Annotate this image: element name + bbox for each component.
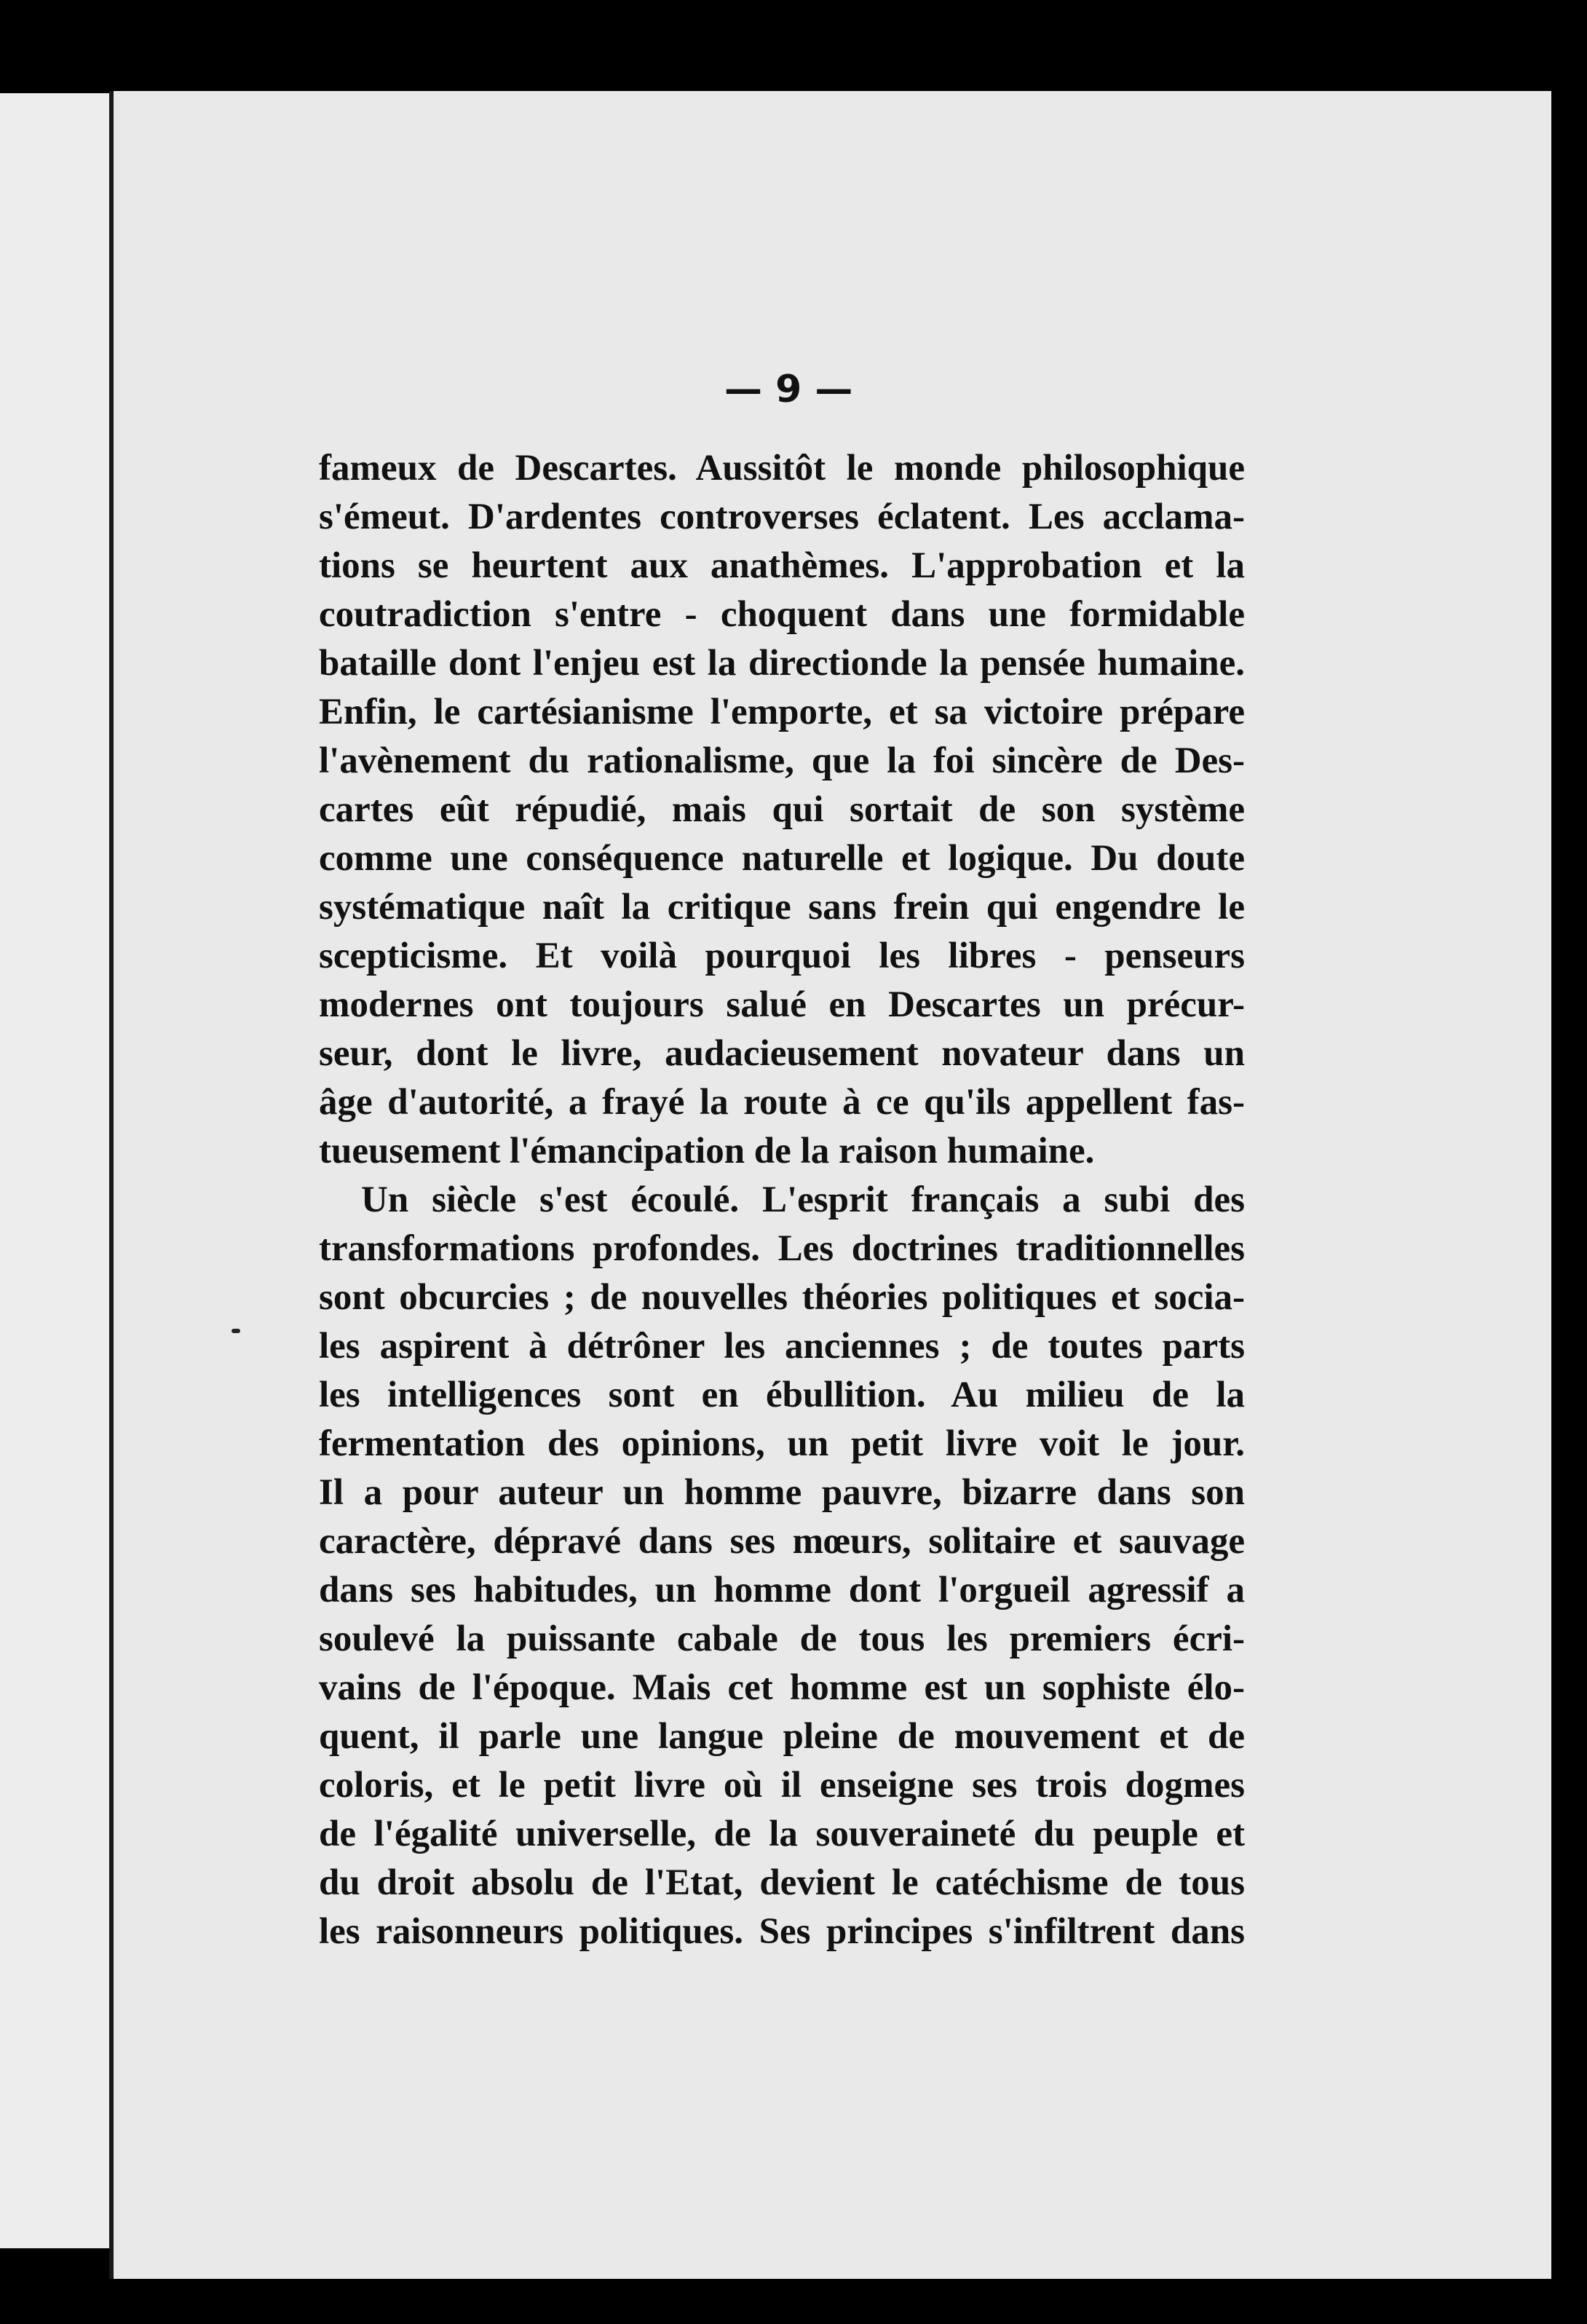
- text-line: seur, dont le livre, audacieusement novateur dans un: [319, 1033, 1245, 1074]
- text-line: l'avènement du rationalisme, que la foi sincère de Des-: [319, 740, 1245, 781]
- text-line: tions se heurtent aux anathèmes. L'approbation et la: [319, 545, 1245, 586]
- text-line: Enfin, le cartésianisme l'emporte, et sa victoire prépare: [319, 692, 1245, 732]
- text-line: quent, il parle une langue pleine de mouvement et de: [319, 1716, 1245, 1757]
- text-line: les raisonneurs politiques. Ses principes s'infiltrent dans: [319, 1911, 1245, 1952]
- text-line: scepticisme. Et voilà pourquoi les libres - penseurs: [319, 936, 1245, 976]
- text-line: s'émeut. D'ardentes controverses éclatent. Les acclama-: [319, 497, 1245, 537]
- text-line: caractère, dépravé dans ses mœurs, solitaire et sauvage: [319, 1521, 1245, 1562]
- text-line: Il a pour auteur un homme pauvre, bizarre dans son: [319, 1472, 1245, 1513]
- text-line: les intelligences sont en ébullition. Au milieu de la: [319, 1375, 1245, 1415]
- text-line: coutradiction s'entre - choquent dans une formidable: [319, 594, 1245, 635]
- text-line: soulevé la puissante cabale de tous les premiers écri-: [319, 1618, 1245, 1659]
- text-line: du droit absolu de l'Etat, devient le catéchisme de tous: [319, 1862, 1245, 1903]
- text-line: fermentation des opinions, un petit livre voit le jour.: [319, 1423, 1245, 1464]
- paragraph-end-line: tueusement l'émancipation de la raison humaine.: [319, 1131, 1095, 1171]
- text-line: systématique naît la critique sans frein qui engendre le: [319, 887, 1245, 928]
- text-line: sont obcurcies ; de nouvelles théories politiques et socia-: [319, 1277, 1245, 1318]
- previous-page-edge: [0, 93, 109, 2248]
- margin-mark: [231, 1329, 240, 1333]
- text-line: âge d'autorité, a frayé la route à ce qu'ils appellent fas-: [319, 1082, 1245, 1123]
- text-line: bataille dont l'enjeu est la directionde la pensée humaine.: [319, 643, 1245, 684]
- text-line: comme une conséquence naturelle et logique. Du doute: [319, 838, 1245, 879]
- text-line: vains de l'époque. Mais cet homme est un sophiste élo-: [319, 1667, 1245, 1708]
- text-line: de l'égalité universelle, de la souveraineté du peuple et: [319, 1814, 1245, 1854]
- text-line: modernes ont toujours salué en Descartes un précur-: [319, 984, 1245, 1025]
- text-line: les aspirent à détrôner les anciennes ; de toutes parts: [319, 1326, 1245, 1367]
- body-text: [319, 444, 1245, 1956]
- text-line: cartes eût répudié, mais qui sortait de son système: [319, 789, 1245, 830]
- text-line: fameux de Descartes. Aussitôt le monde philosophique: [319, 448, 1245, 489]
- page-number: — 9 —: [724, 368, 853, 411]
- text-line: coloris, et le petit livre où il enseigne ses trois dogmes: [319, 1765, 1245, 1806]
- text-line: dans ses habitudes, un homme dont l'orgueil agressif a: [319, 1570, 1245, 1610]
- text-line: transformations profondes. Les doctrines traditionnelles: [319, 1228, 1245, 1269]
- paragraph-start-line: Un siècle s'est écoulé. L'esprit français a subi des: [361, 1179, 1245, 1220]
